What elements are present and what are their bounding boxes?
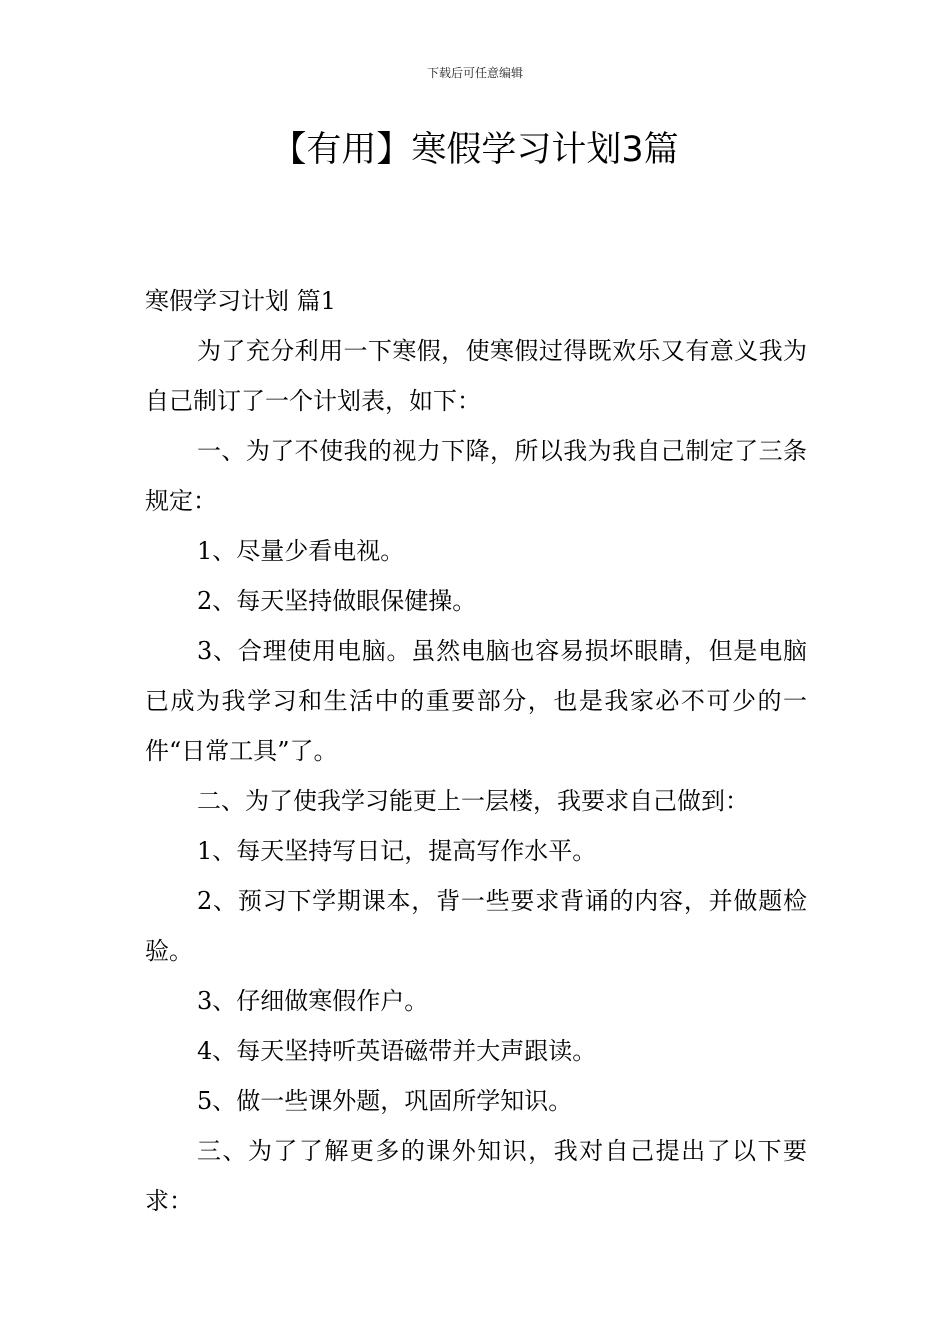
list-item: 3、仔细做寒假作户。 xyxy=(197,987,429,1015)
document-body xyxy=(145,276,807,1226)
paragraph-knowledge-heading: 三、为了了解更多的课外知识，我对自己提出了以下要求： xyxy=(145,1137,807,1215)
header-note: 下载后可任意编辑 xyxy=(426,66,523,80)
list-item: 4、每天坚持听英语磁带并大声跟读。 xyxy=(197,1037,597,1065)
paragraph-intro: 为了充分利用一下寒假，使寒假过得既欢乐又有意义我为自己制订了一个计划表，如下： xyxy=(145,337,807,415)
section-heading: 寒假学习计划 篇1 xyxy=(145,287,336,315)
list-item: 1、尽量少看电视。 xyxy=(197,537,405,565)
list-item: 2、预习下学期课本，背一些要求背诵的内容，并做题检验。 xyxy=(145,887,807,965)
list-item: 3、合理使用电脑。虽然电脑也容易损坏眼睛，但是电脑已成为我学习和生活中的重要部分，也是我家必不可少的一件“日常工具”了。 xyxy=(145,637,807,765)
paragraph-study-heading: 二、为了使我学习能更上一层楼，我要求自己做到： xyxy=(197,787,749,815)
list-item: 5、做一些课外题，巩固所学知识。 xyxy=(197,1087,573,1115)
document-title: 【有用】寒假学习计划3篇 xyxy=(271,130,679,170)
list-item: 1、每天坚持写日记，提高写作水平。 xyxy=(197,837,597,865)
paragraph-eyesight-heading: 一、为了不使我的视力下降，所以我为我自己制定了三条规定： xyxy=(145,437,807,515)
list-item: 2、每天坚持做眼保健操。 xyxy=(197,587,477,615)
